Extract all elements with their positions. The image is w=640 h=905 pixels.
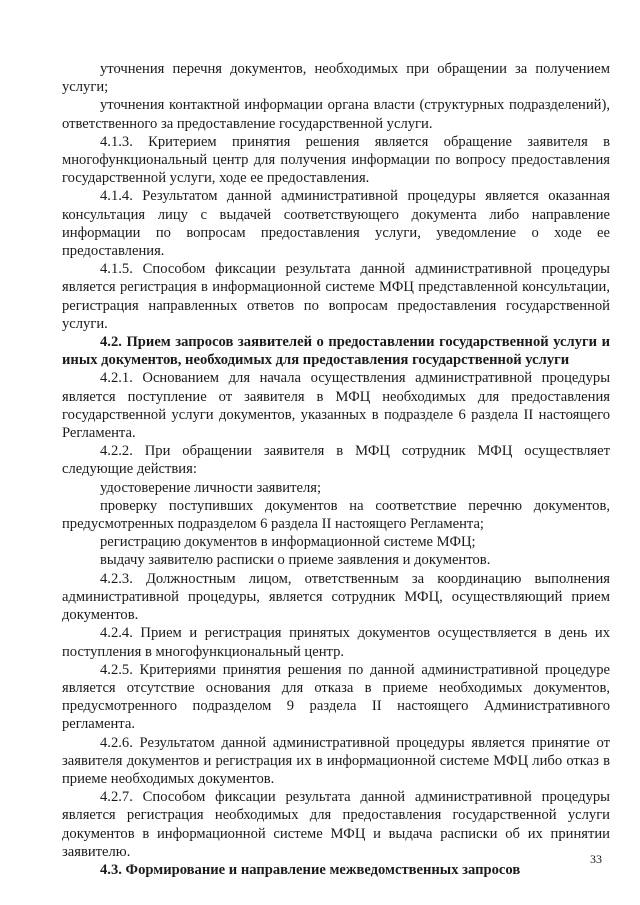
list-item: проверку поступивших документов на соответствие перечню документов, предусмотренных подразделом 6 раздела II настоящего Регламента; <box>62 497 610 533</box>
paragraph: 4.2.6. Результатом данной административной процедуры является принятие от заявителя документов и регистрация их в информационной системе МФЦ либо отказ в приеме необходимых документов. <box>62 734 610 787</box>
paragraph: 4.1.3. Критерием принятия решения является обращение заявителя в многофункциональный центр для получения информации по вопросу предоставления государственной услуги, ходе ее предоставления. <box>62 133 610 187</box>
paragraph: 4.2.1. Основанием для начала осуществления административной процедуры является поступление от заявителя в МФЦ необходимых для предоставления государственной услуги документов, указанных в подразделе 6 раздела II настоящего Регламента. <box>62 370 610 442</box>
paragraph: 4.2.7. Способом фиксации результата данной административной процедуры является регистрация необходимых для предоставления государственной услуги документов в информационной системе МФЦ и выдача расписки об их принятии заявителю. <box>62 789 610 860</box>
page-number: 33 <box>590 852 602 866</box>
paragraph: 4.2.5. Критериями принятия решения по данной административной процедуре является отсутствие основания для отказа в приеме необходимых документов, предусмотренного подразделом 9 раздела II настоящего Административного регламента. <box>62 661 610 733</box>
paragraph: 4.2.2. При обращении заявителя в МФЦ сотрудник МФЦ осуществляет следующие действия: <box>62 443 610 478</box>
document-page <box>62 60 610 879</box>
paragraph: 4.1.4. Результатом данной административной процедуры является оказанная консультация лицу с выдачей соответствующего документа либо направление информации по вопросам предоставления услуги, уведомление о ходе ее предоставления. <box>62 188 610 260</box>
paragraph: уточнения контактной информации органа власти (структурных подразделений), ответственного за предоставление государственной услуги. <box>62 97 610 132</box>
list-item: удостоверение личности заявителя; <box>100 479 322 496</box>
section-heading: 4.3. Формирование и направление межведомственных запросов <box>100 861 521 878</box>
paragraph: 4.2.3. Должностным лицом, ответственным за координацию выполнения административной процедуры, является сотрудник МФЦ, осуществляющий прием документов. <box>62 570 610 624</box>
paragraph: 4.1.5. Способом фиксации результата данной административной процедуры является регистрация в информационной системе МФЦ представленной консультации, регистрация направленных ответов по вопросам предоставления государственной услуги. <box>62 261 610 332</box>
list-item: регистрацию документов в информационной системе МФЦ; <box>100 534 476 551</box>
paragraph: уточнения перечня документов, необходимых при обращении за получением услуги; <box>62 61 610 96</box>
paragraph: 4.2.4. Прием и регистрация принятых документов осуществляется в день их поступления в многофункциональный центр. <box>62 625 610 660</box>
section-heading: 4.2. Прием запросов заявителей о предоставлении государственной услуги и иных документов, необходимых для предоставления государственной услуги <box>62 334 610 369</box>
list-item: выдачу заявителю расписки о приеме заявления и документов. <box>100 552 491 569</box>
